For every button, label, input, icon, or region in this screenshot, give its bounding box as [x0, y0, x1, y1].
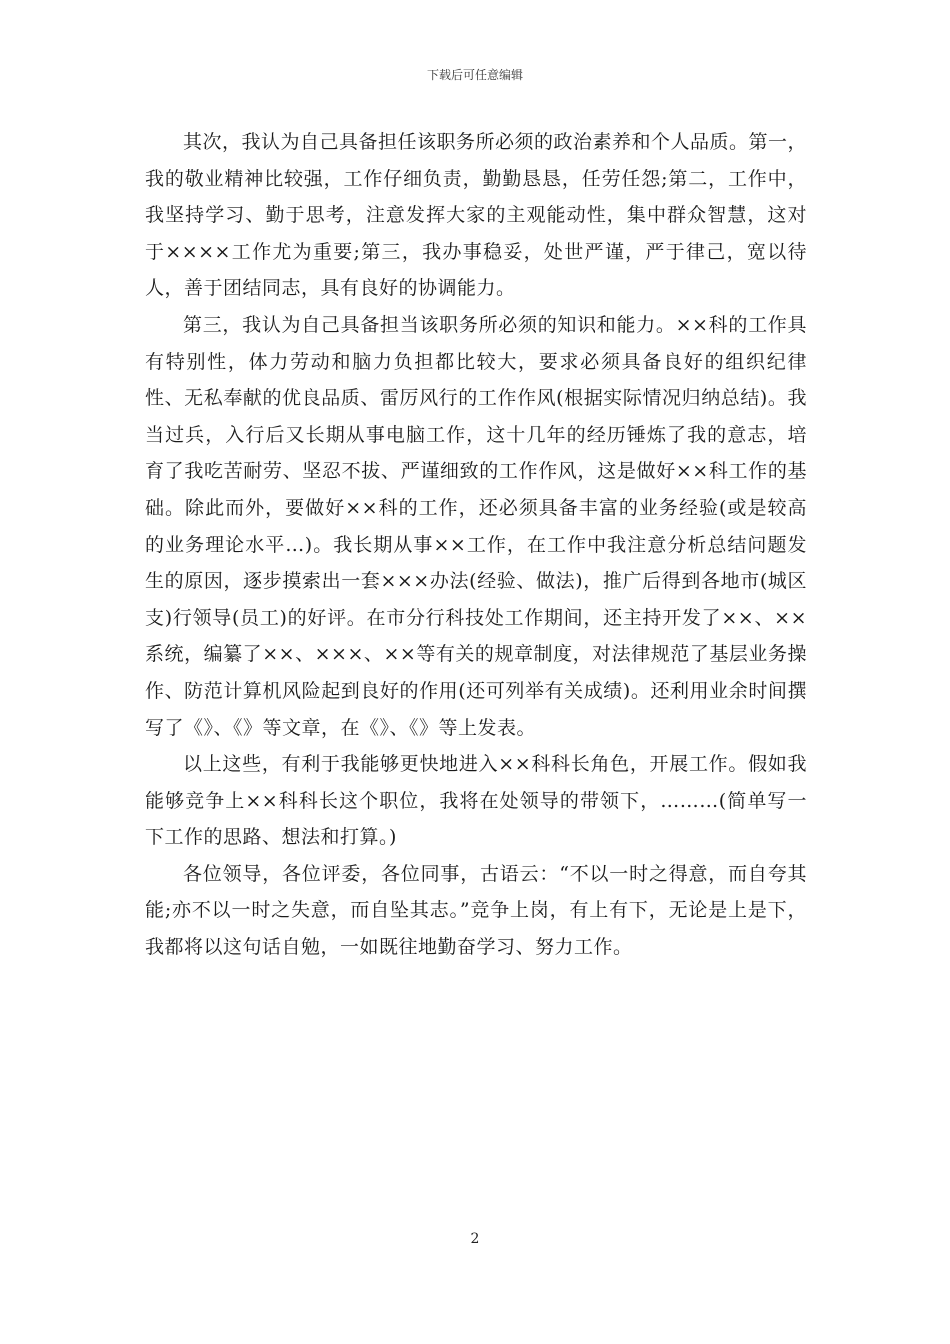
page-header-note: 下载后可任意编辑	[426, 68, 523, 82]
page-number: 2	[470, 1231, 480, 1247]
paragraph-closing: 各位领导，各位评委，各位同事，古语云：“不以一时之得意，而自夸其能;亦不以一时之失意，而自坠其志。”竞争上岗，有上有下，无论是上是下，我都将以这句话自勉，一如既往地勤奋学习、努力工作。	[145, 862, 807, 959]
paragraph-knowledge-ability: 第三，我认为自己具备担当该职务所必须的知识和能力。××科的工作具有特别性，体力劳动和脑力负担都比较大，要求必须具备良好的组织纪律性、无私奉献的优良品质、雷厉风行的工作作风(根据实际情况归纳总结)。我当过兵，入行后又长期从事电脑工作，这十几年的经历锤炼了我的意志，培育了我吃苦耐劳、坚忍不拔、严谨细致的工作作风，这是做好××科工作的基础。除此而外，要做好××科的工作，还必须具备丰富的业务经验(或是较高的业务理论水平…)。我长期从事××工作，在工作中我注意分析总结问题发生的原因，逐步摸索出一套×××办法(经验、做法)，推广后得到各地市(城区支)行领导(员工)的好评。在市分行科技处工作期间，还主持开发了××、××系统，编纂了××、×××、××等有关的规章制度，对法律规范了基层业务操作、防范计算机风险起到良好的作用(还可列举有关成绩)。还利用业余时间撰写了《》、《》等文章，在《》、《》等上发表。	[145, 313, 807, 739]
document-body	[145, 124, 807, 966]
paragraph-personal-qualities: 其次，我认为自己具备担任该职务所必须的政治素养和个人品质。第一，我的敬业精神比较强，工作仔细负责，勤勤恳恳，任劳任怨;第二，工作中，我坚持学习、勤于思考，注意发挥大家的主观能动性，集中群众智慧，这对于××××工作尤为重要;第三，我办事稳妥，处世严谨，严于律己，宽以待人，善于团结同志，具有良好的协调能力。	[145, 131, 808, 300]
paragraph-work-plan: 以上这些，有利于我能够更快地进入××科科长角色，开展工作。假如我能够竞争上××科科长这个职位，我将在处领导的带领下，………(简单写一下工作的思路、想法和打算。)	[145, 753, 807, 849]
